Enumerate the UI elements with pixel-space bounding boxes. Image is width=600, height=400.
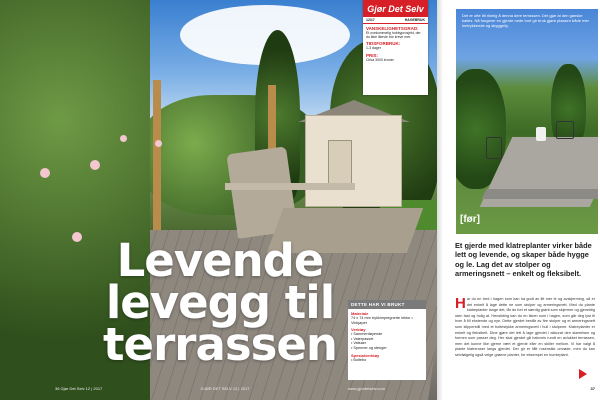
garden-shed: [305, 115, 402, 207]
rose-flower: [72, 232, 82, 242]
fence-post: [153, 80, 161, 250]
brand-logo: Gjør Det Selv: [363, 0, 428, 17]
footer-left-issue: GJØR DET SELV 12 | 2017: [200, 386, 250, 391]
lead-paragraph: Et gjerde med klatreplanter virker både lett og levende, og skaper både hygge og le. Lag det av stolper og armeringsnett – enkelt og fleksibelt.: [455, 241, 592, 278]
rose-flower: [120, 135, 127, 142]
materials-title: Materiale: [351, 311, 369, 316]
difficulty-text: Et ovekommelig hobbyprosjekt, der du ikke likevle bór kreve mer.: [366, 31, 421, 40]
footer-left: [55, 386, 385, 391]
shed-door: [328, 140, 352, 187]
time-title: TIDSFORBRUK:: [366, 41, 401, 47]
page-number: 37: [590, 386, 595, 391]
price-text: Cirka 3000 kroner: [366, 57, 394, 62]
tools-title: Verktøy: [351, 327, 366, 333]
special-tools-text: • Boltebo: [351, 357, 367, 362]
body-text: [455, 297, 595, 359]
rose-flower: [90, 160, 100, 170]
badge-issue: 12/17: [366, 18, 375, 22]
rose-flower: [40, 168, 50, 178]
terrace-step: [482, 189, 598, 199]
footer-left-url: www.gjordetselv.com: [347, 386, 385, 391]
continue-arrow-icon: [579, 369, 587, 379]
headline-line-3: terrassen: [103, 318, 337, 371]
tool-item: • Vaterpasset: [351, 336, 374, 341]
footer-right: [455, 386, 595, 391]
badge-category: HAGEBRUK: [404, 18, 425, 22]
before-photo: [456, 9, 598, 234]
infobox-header: DETTE HAR VI BRUKT: [348, 300, 426, 309]
tool-item: • Spenner og stenger: [351, 345, 387, 350]
footer-left-page: 36 Gjør Det Selv 12 | 2017: [55, 386, 103, 391]
headline-line-1: Levende: [116, 234, 324, 287]
badge-meta: [363, 17, 428, 24]
materials-text: 74 x 74 mm trykkimpregnerte lektor • Vinkjøper: [351, 316, 413, 325]
garden-chair: [486, 137, 502, 159]
article-headline: [90, 234, 350, 371]
materials-infobox: [348, 300, 426, 380]
headline-line-2: levegg til: [105, 276, 335, 329]
tool-item: • Vatsaer: [351, 341, 367, 346]
before-label: [før]: [460, 214, 480, 225]
adirondack-chair-arm: [225, 183, 355, 190]
price-title: PRIS:: [366, 52, 379, 58]
body-paragraph: ar du en tred i hagen som kan ha godt av litt mer le og avskjerming, så er det enkelt å lage dette ne som stolper og armeringsnett. Med du plante klatreplanter lange det, får du fort et særdig grønt som skjermer og gjeneldig uten fast og holig at. Hensikting kan du en ikken som i hagen, som går deg lyst til hver å fill ekstende og nye. Dette gjerdet består av fire stolper og et armeringsnett som klipperstill med et boltestykke armeringsnett i hull i stolpene. Klatreplanter er enkelt og fleksibelt. Dine gjøre det lett å lage gjerdet i akkurat den størrelsen og formen som passer deg. Her skal gjerdet gå halvveis rundt en avlukket terrassen, men det kunne like gjerne vært et gjerde eller en skiller mellom. Vi har valgt å plante klatreroser langs gjerdet. Der gir er fått rosensikk omrøde, men du kan selvfølgelig også velge grønne planter, for eksempel en humleplant.: [455, 297, 595, 357]
time-text: 1-3 dager: [366, 46, 381, 51]
special-tools-title: Spesialverktøy: [351, 352, 380, 358]
before-photo-caption: Det er ofte litt rikelig å denna dere terrassen. Det gjør at den ganske kalles. Nå fungerer en gjerde nede bort gir bruk gjøre plassen både mer inntrykkende og skygge/ly.: [462, 13, 589, 28]
drop-cap: H: [455, 295, 466, 312]
rose-flower: [155, 140, 162, 147]
garden-chair: [536, 127, 546, 141]
garden-chair: [556, 121, 574, 139]
difficulty-title: VANSKELIGHETSGRAD:: [366, 26, 419, 31]
project-badge: [363, 0, 428, 95]
tool-item: • Sammenføyende: [351, 332, 383, 337]
